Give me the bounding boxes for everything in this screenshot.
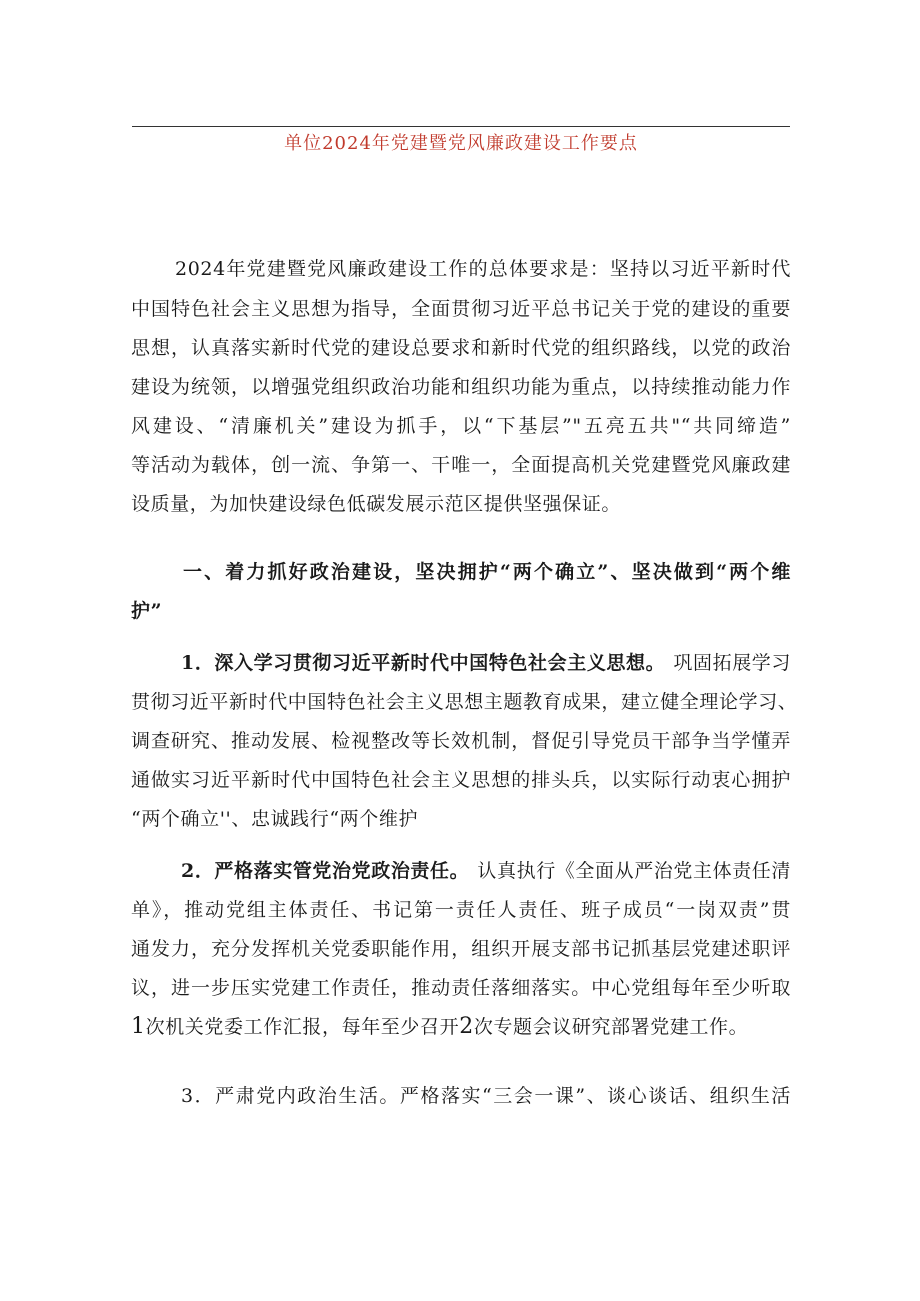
item1-bold-lead: 1．深入学习贯彻习近平新时代中国特色社会主义思想。 [181, 652, 666, 674]
item1-line-1-rest: 巩固拓展学习 [673, 652, 791, 674]
item2-count-2: 2 [459, 1014, 474, 1039]
item1-line-3: 调查研究、推动发展、检视整改等长效机制，督促引导党员干部争当学懂弄 [131, 730, 791, 752]
intro-line-6: 等活动为载体，创一流、争第一、干唯一，全面提高机关党建暨党风廉政建 [131, 454, 791, 476]
intro-line-2: 中国特色社会主义思想为指导，全面贯彻习近平总书记关于党的建设的重要 [131, 298, 791, 320]
item2-line-4: 议，进一步压实党建工作责任，推动责任落细落实。中心党组每年至少听取 [131, 977, 791, 999]
intro-line-4: 建设为统领，以增强党组织政治功能和组织功能为重点，以持续推动能力作 [131, 376, 791, 398]
intro-line-7: 设质量，为加快建设绿色低碳发展示范区提供坚强保证。 [131, 493, 622, 515]
document-header-title: 单位2024年党建暨党风廉政建设工作要点 [284, 133, 638, 154]
item1-line-1 [131, 650, 791, 676]
item2-line-1-rest: 认真执行《全面从严治党主体责任清 [477, 860, 791, 882]
item2-line-1 [131, 858, 791, 884]
intro-line-3: 思想，认真落实新时代党的建设总要求和新时代党的组织路线，以党的政治 [131, 337, 791, 359]
item1-line-2: 贯彻习近平新时代中国特色社会主义思想主题教育成果，建立健全理论学习、 [131, 691, 798, 713]
item2-line-5-text-1: 次机关党委工作汇报，每年至少召开 [145, 1016, 460, 1038]
section1-heading-line-1: 一、着力抓好政治建设，坚决拥护“两个确立”、坚决做到“两个维 [183, 561, 791, 583]
item2-bold-lead: 2．严格落实管党治党政治责任。 [181, 860, 470, 882]
item2-line-2: 单》，推动党组主体责任、书记第一责任人责任、班子成员“一岗双责”贯 [131, 899, 791, 921]
header-rule [132, 126, 790, 127]
item3-line-1: 3．严肃党内政治生活。严格落实“三会一课”、谈心谈话、组织生活 [181, 1085, 791, 1107]
item2-line-5-text-2: 次专题会议研究部署党建工作。 [473, 1016, 749, 1038]
item2-count-1: 1 [131, 1014, 146, 1039]
item1-line-5: “两个确立''、忠诚践行“两个维护 [131, 808, 419, 830]
item2-line-5 [131, 1014, 791, 1040]
intro-line-1: 2024年党建暨党风廉政建设工作的总体要求是：坚持以习近平新时代 [175, 258, 791, 280]
item1-line-4: 通做实习近平新时代中国特色社会主义思想的排头兵，以实际行动衷心拥护 [131, 769, 791, 791]
intro-line-5: 风建设、“清廉机关”建设为抓手，以“下基层”"五亮五共"“共同缔造” [131, 415, 791, 437]
section1-heading-line-2: 护” [131, 600, 163, 622]
item2-line-3: 通发力，充分发挥机关党委职能作用，组织开展支部书记抓基层党建述职评 [131, 938, 791, 960]
